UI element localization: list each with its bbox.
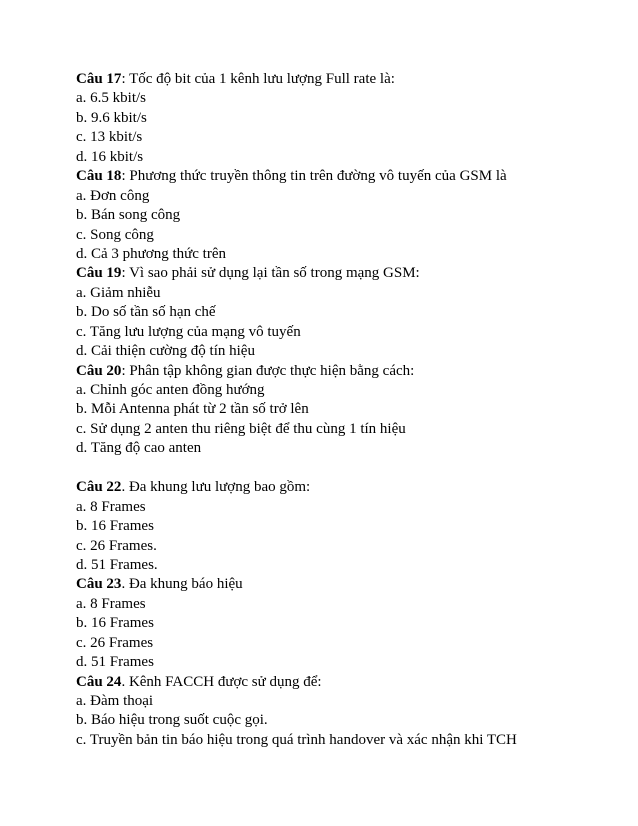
- question-text: Kênh FACCH được sử dụng để:: [125, 673, 322, 690]
- answer-option: b. Báo hiệu trong suốt cuộc gọi.: [76, 712, 268, 729]
- answer-option: d. Cải thiện cường độ tín hiệu: [76, 343, 255, 360]
- question-19: [76, 264, 596, 283]
- question-number: Câu 18: [76, 168, 122, 185]
- answer-option: a. Đàm thoại: [76, 693, 154, 709]
- question-separator: :: [121, 168, 126, 185]
- answer-option: b. 9.6 kbit/s: [76, 109, 147, 126]
- question-number: Câu 22: [76, 479, 122, 496]
- answer-option: a. 8 Frames: [76, 498, 146, 515]
- answer-option: c. Truyền bản tin báo hiệu trong quá trình handover và xác nhận khi TCH: [76, 731, 517, 748]
- answer-option: c. Sử dụng 2 anten thu riêng biệt để thu cùng 1 tín hiệu: [76, 420, 406, 437]
- question-24: [76, 673, 596, 692]
- answer-option: b. 16 Frames: [76, 615, 154, 632]
- question-number: Câu 17: [76, 71, 122, 87]
- question-separator: :: [121, 265, 126, 282]
- question-number: Câu 23: [76, 576, 122, 593]
- answer-option: b. Mỗi Antenna phát từ 2 tần số trở lên: [76, 401, 309, 418]
- question-17: [76, 70, 596, 89]
- question-22: [76, 478, 596, 497]
- answer-option: a. 8 Frames: [76, 595, 146, 612]
- question-separator: :: [121, 71, 126, 87]
- question-number: Câu 19: [76, 265, 122, 282]
- answer-option: d. Tăng độ cao anten: [76, 440, 202, 457]
- answer-option: c. 26 Frames: [76, 634, 154, 651]
- question-23: [76, 575, 596, 594]
- answer-option: a. Chỉnh góc anten đồng hướng: [76, 382, 265, 398]
- answer-option: c. Tăng lưu lượng của mạng vô tuyến: [76, 323, 301, 340]
- answer-option: d. 51 Frames.: [76, 556, 158, 573]
- answer-option: a. Đơn công: [76, 187, 150, 204]
- question-text: Phương thức truyền thông tin trên đường vô tuyến của GSM là: [125, 168, 507, 185]
- answer-option: b. 16 Frames: [76, 518, 154, 535]
- question-text: Đa khung lưu lượng bao gồm:: [125, 479, 311, 496]
- blank-line: [76, 459, 596, 478]
- answer-option: b. Bán song công: [76, 207, 181, 224]
- question-separator: .: [121, 576, 126, 593]
- question-text: Đa khung báo hiệu: [125, 576, 243, 593]
- answer-option: a. Giảm nhiễu: [76, 284, 161, 301]
- question-text: Phân tập không gian được thực hiện bằng cách:: [125, 362, 415, 379]
- answer-option: a. 6.5 kbit/s: [76, 90, 146, 107]
- question-18: [76, 167, 596, 186]
- answer-option: c. 13 kbit/s: [76, 129, 143, 146]
- answer-option: d. 51 Frames: [76, 654, 154, 671]
- question-number: Câu 20: [76, 362, 122, 379]
- document-body: [76, 70, 596, 750]
- answer-option: d. 16 kbit/s: [76, 148, 144, 165]
- question-20: [76, 362, 596, 381]
- answer-option: b. Do số tần số hạn chế: [76, 304, 216, 321]
- question-separator: .: [121, 479, 126, 496]
- answer-option: c. Song công: [76, 226, 154, 243]
- question-separator: :: [121, 362, 126, 379]
- answer-option: c. 26 Frames.: [76, 537, 157, 554]
- question-number: Câu 24: [76, 673, 122, 690]
- question-text: Vì sao phải sử dụng lại tần số trong mạng GSM:: [125, 265, 420, 282]
- question-separator: .: [121, 673, 126, 690]
- answer-option: d. Cả 3 phương thức trên: [76, 245, 226, 262]
- question-text: Tốc độ bit của 1 kênh lưu lượng Full rate là:: [125, 71, 395, 87]
